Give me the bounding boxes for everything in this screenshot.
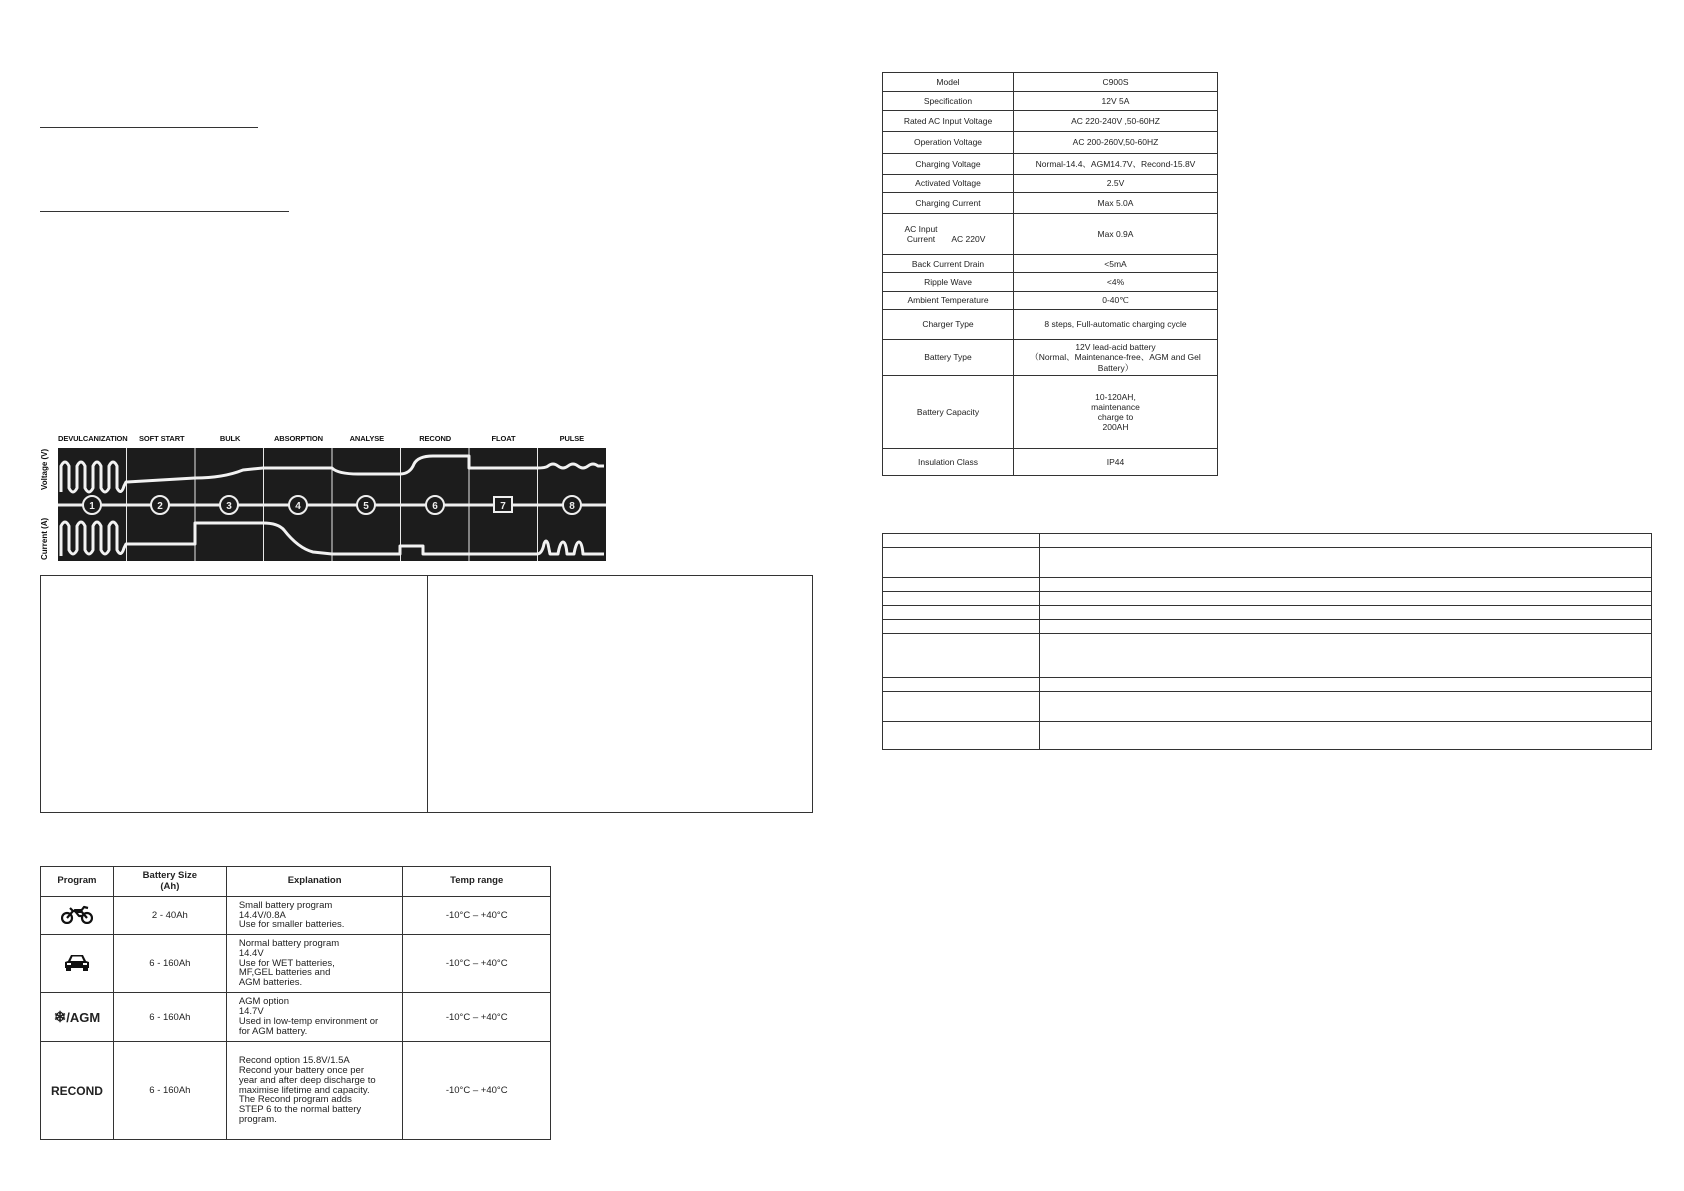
- table-row: [883, 376, 1218, 449]
- table-row: [41, 935, 551, 993]
- table-row: [883, 174, 1218, 192]
- spec-label: Model: [883, 73, 1014, 92]
- spec-value: 8 steps, Full-automatic charging cycle: [1014, 309, 1218, 339]
- explanation-line: Recond option 15.8V/1.5A: [238, 1054, 350, 1066]
- spec-value: 2.5V: [1014, 174, 1218, 192]
- table-row: [41, 897, 551, 935]
- stage-label: PULSE: [559, 434, 585, 443]
- motorcycle-icon: [61, 904, 93, 924]
- recond-program-label: RECOND: [50, 1083, 103, 1098]
- car-icon: [62, 952, 92, 972]
- step-number: 4: [295, 501, 301, 512]
- explanation-cell: [226, 1042, 403, 1140]
- heading-underline-1: [40, 127, 258, 128]
- spec-label: Ambient Temperature: [883, 291, 1014, 309]
- grid-cell: [1040, 591, 1652, 605]
- explanation-line: maximise lifetime and capacity.: [238, 1084, 370, 1096]
- explanation-line: AGM batteries.: [238, 977, 303, 989]
- explanation-line: Used in low-temp environment or: [238, 1016, 379, 1027]
- table-row: [883, 534, 1652, 548]
- program-cell: [41, 897, 114, 935]
- spec-value-line: charge to: [1097, 411, 1134, 422]
- temp-range-cell: -10°C – +40°C: [403, 993, 551, 1042]
- step-number: 7: [500, 501, 506, 512]
- spec-label: Operation Voltage: [883, 132, 1014, 153]
- table-row: [883, 620, 1652, 634]
- step-number: 5: [363, 501, 369, 512]
- spec-label: Battery Capacity: [883, 376, 1014, 449]
- spec-label-text: AC Input Current: [904, 223, 938, 245]
- grid-cell: [883, 692, 1040, 721]
- table-row: [41, 1042, 551, 1140]
- temp-range-header: Temp range: [403, 867, 551, 897]
- table-row: [883, 111, 1218, 132]
- spec-label: Rated AC Input Voltage: [883, 111, 1014, 132]
- spec-value: Normal-14.4、AGM14.7V、Recond-15.8V: [1014, 153, 1218, 174]
- explanation-line: STEP 6 to the normal battery: [238, 1104, 362, 1116]
- table-row: [883, 692, 1652, 721]
- spec-label: [883, 214, 1014, 255]
- explanation-line: 14.7V: [238, 1006, 264, 1018]
- spec-value-line: 200AH: [1102, 422, 1129, 433]
- spec-value: [1014, 376, 1218, 449]
- spec-value: <4%: [1014, 273, 1218, 291]
- specification-table: [882, 72, 1218, 476]
- grid-cell: [883, 721, 1040, 749]
- grid-cell: [1040, 605, 1652, 619]
- grid-cell: [1040, 721, 1652, 749]
- spec-value: Max 5.0A: [1014, 192, 1218, 213]
- charging-stages-header: [58, 434, 606, 448]
- empty-grid-table: [882, 533, 1652, 750]
- program-table-header-row: [41, 867, 551, 897]
- explanation-line: for AGM battery.: [238, 1025, 308, 1037]
- battery-size-cell: 2 - 40Ah: [113, 897, 226, 935]
- spec-value: 0-40℃: [1014, 291, 1218, 309]
- grid-cell: [1040, 677, 1652, 691]
- stage-label: ANALYSE: [349, 434, 385, 443]
- stage-label: FLOAT: [491, 434, 516, 443]
- grid-cell: [1040, 548, 1652, 577]
- stage-label: RECOND: [419, 434, 452, 443]
- spec-label-suffix: AC 220V: [951, 234, 986, 245]
- spec-label: Back Current Drain: [883, 255, 1014, 273]
- table-row: [883, 721, 1652, 749]
- spec-value: 12V 5A: [1014, 92, 1218, 111]
- grid-cell: [1040, 634, 1652, 678]
- temp-range-cell: -10°C – +40°C: [403, 935, 551, 993]
- charging-curve-diagram: [58, 448, 606, 561]
- explanation-line: Recond your battery once per: [238, 1064, 364, 1076]
- battery-size-cell: 6 - 160Ah: [113, 1042, 226, 1140]
- battery-size-cell: 6 - 160Ah: [113, 993, 226, 1042]
- grid-cell: [1040, 534, 1652, 548]
- grid-cell: [1040, 692, 1652, 721]
- empty-text-box-right: [427, 575, 813, 813]
- spec-value-line: maintenance: [1091, 401, 1140, 412]
- spec-label: Ripple Wave: [883, 273, 1014, 291]
- stage-label: DEVULCANIZATION: [58, 434, 128, 443]
- spec-value-line: 12V lead-acid battery: [1075, 342, 1156, 353]
- explanation-line: AGM option: [238, 996, 289, 1008]
- table-row: [883, 548, 1652, 577]
- empty-text-box-left: [40, 575, 428, 813]
- table-row: [883, 192, 1218, 213]
- snowflake-icon: ❄: [53, 1009, 67, 1026]
- explanation-cell: [226, 935, 403, 993]
- program-cell: [41, 935, 114, 993]
- current-axis-label: Current (A): [40, 517, 49, 560]
- spec-value: AC 200-260V,50-60HZ: [1014, 132, 1218, 153]
- spec-value: AC 220-240V ,50-60HZ: [1014, 111, 1218, 132]
- stage-label: ABSORPTION: [273, 434, 323, 443]
- explanation-line: 14.4V: [238, 947, 264, 959]
- explanation-line: Normal battery program: [238, 937, 340, 949]
- table-row: [883, 153, 1218, 174]
- explanation-line: The Recond program adds: [238, 1094, 352, 1106]
- table-row: [41, 993, 551, 1042]
- explanation-line: Use for smaller batteries.: [238, 919, 345, 931]
- explanation-line: Small battery program: [238, 899, 333, 911]
- spec-label: Charger Type: [883, 309, 1014, 339]
- grid-cell: [883, 591, 1040, 605]
- spec-label: Charging Current: [883, 192, 1014, 213]
- explanation-line: program.: [238, 1114, 277, 1126]
- explanation-header: Explanation: [226, 867, 403, 897]
- grid-cell: [883, 620, 1040, 634]
- explanation-line: year and after deep discharge to: [238, 1074, 376, 1086]
- stage-label: BULK: [219, 434, 241, 443]
- grid-cell: [883, 677, 1040, 691]
- step-number: 1: [89, 501, 95, 512]
- voltage-axis-label: Voltage (V): [40, 448, 49, 490]
- step-number: 2: [157, 501, 163, 512]
- grid-cell: [883, 534, 1040, 548]
- table-row: [883, 132, 1218, 153]
- program-header: Program: [41, 867, 114, 897]
- table-row: [883, 214, 1218, 255]
- battery-size-header: Battery Size (Ah): [113, 867, 226, 897]
- table-row: [883, 273, 1218, 291]
- step-number: 3: [226, 501, 232, 512]
- temp-range-cell: -10°C – +40°C: [403, 897, 551, 935]
- agm-program-label: /AGM: [66, 1010, 101, 1025]
- explanation-cell: [226, 897, 403, 935]
- spec-value: Max 0.9A: [1014, 214, 1218, 255]
- program-cell: [41, 993, 114, 1042]
- heading-underline-2: [40, 211, 289, 212]
- step-number: 8: [569, 501, 575, 512]
- table-row: [883, 634, 1652, 678]
- program-cell: [41, 1042, 114, 1140]
- grid-cell: [1040, 620, 1652, 634]
- battery-size-cell: 6 - 160Ah: [113, 935, 226, 993]
- explanation-line: MF,GEL batteries and: [238, 967, 331, 979]
- temp-range-cell: -10°C – +40°C: [403, 1042, 551, 1140]
- spec-value-line: （Normal、Maintenance-free、AGM and Gel Battery）: [1030, 352, 1201, 373]
- grid-cell: [883, 634, 1040, 678]
- table-row: [883, 309, 1218, 339]
- table-row: [883, 255, 1218, 273]
- spec-value: IP44: [1014, 448, 1218, 475]
- grid-cell: [883, 548, 1040, 577]
- table-row: [883, 291, 1218, 309]
- table-row: [883, 605, 1652, 619]
- grid-cell: [883, 577, 1040, 591]
- explanation-line: Use for WET batteries,: [238, 957, 335, 969]
- table-row: [883, 339, 1218, 375]
- spec-value: C900S: [1014, 73, 1218, 92]
- explanation-cell: [226, 993, 403, 1042]
- grid-cell: [1040, 577, 1652, 591]
- table-row: [883, 591, 1652, 605]
- table-row: [883, 92, 1218, 111]
- spec-label: Specification: [883, 92, 1014, 111]
- spec-value: <5mA: [1014, 255, 1218, 273]
- spec-label: Charging Voltage: [883, 153, 1014, 174]
- program-table: [40, 866, 551, 1140]
- spec-label: Activated Voltage: [883, 174, 1014, 192]
- spec-value-line: 10-120AH,: [1095, 391, 1136, 402]
- stage-label: SOFT START: [139, 434, 185, 443]
- table-row: [883, 677, 1652, 691]
- table-row: [883, 577, 1652, 591]
- table-row: [883, 73, 1218, 92]
- table-row: [883, 448, 1218, 475]
- spec-value: [1014, 339, 1218, 375]
- step-number: 6: [432, 501, 438, 512]
- spec-label: Battery Type: [883, 339, 1014, 375]
- spec-label: Insulation Class: [883, 448, 1014, 475]
- grid-cell: [883, 605, 1040, 619]
- explanation-line: 14.4V/0.8A: [238, 909, 286, 921]
